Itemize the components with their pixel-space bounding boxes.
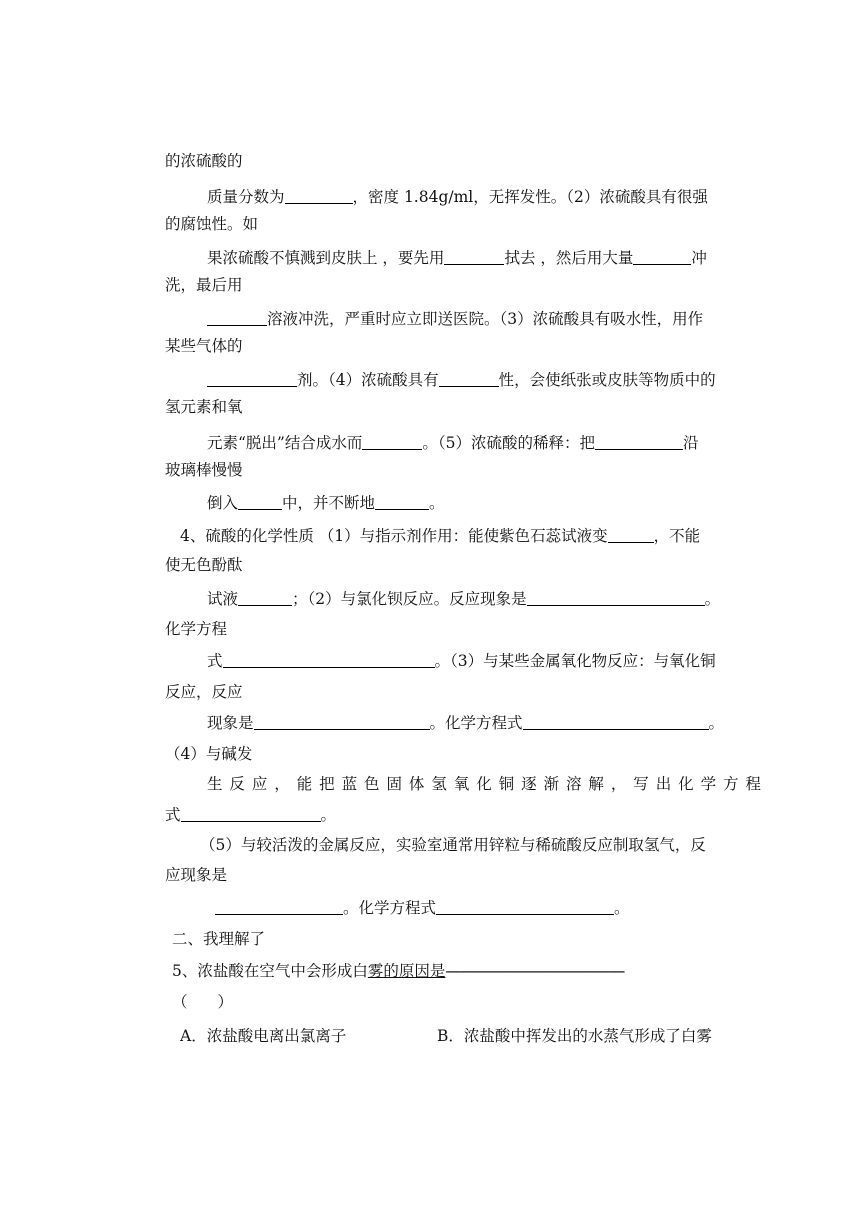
text-line: 质量分数为 ，密度 1.84g/ml，无挥发性。（2）浓硫酸具有很强	[207, 188, 708, 206]
fill-blank	[181, 806, 321, 822]
text-line: 4、硫酸的化学性质 （1）与指示剂作用：能使紫色石蕊试液变 ，不能	[180, 527, 701, 545]
fill-blank	[215, 899, 343, 915]
fill-blank	[238, 494, 282, 510]
text-line: （5）与较活泼的金属反应，实验室通常用锌粒与稀硫酸反应制取氢气，反	[200, 836, 706, 854]
text-line: 式 。	[165, 806, 337, 824]
choice-b: B．浓盐酸中挥发出的水蒸气形成了白雾	[437, 1027, 712, 1045]
fill-blank	[527, 590, 705, 606]
fill-blank	[523, 714, 709, 730]
fill-blank	[439, 371, 499, 387]
text-line: 溶液冲洗，严重时应立即送医院。（3）浓硫酸具有吸水性，用作	[207, 308, 761, 330]
choice-a: A．浓盐酸电离出氯离子	[180, 1027, 347, 1045]
text-line: （4）与碱发	[165, 745, 253, 763]
fill-blank	[285, 188, 353, 204]
text-line: 的腐蚀性。如	[165, 215, 259, 233]
text-line: 使无色酚酞	[165, 556, 243, 574]
text-line: 式 。（3）与某些金属氧化物反应：与氧化铜	[207, 652, 716, 670]
fill-blank	[254, 714, 430, 730]
fill-blank	[436, 899, 614, 915]
fill-blank	[207, 371, 297, 387]
text-line: 玻璃棒慢慢	[165, 461, 243, 479]
text-line: 倒入 中，并不断地 。	[207, 494, 445, 512]
answer-parentheses: （ ）	[172, 993, 234, 1011]
text-line: 反应，反应	[165, 683, 243, 701]
fill-blank	[444, 249, 504, 265]
fill-blank	[633, 249, 691, 265]
fill-blank	[375, 494, 429, 510]
fill-blank	[595, 434, 683, 450]
text-line: 剂。（4）浓硫酸具有 性，会使纸张或皮肤等物质中的	[207, 369, 761, 391]
text-line: 果浓硫酸不慎溅到皮肤上 ，要先用 拭去 ，然后用大量 冲	[207, 249, 707, 267]
fill-blank	[207, 310, 267, 326]
text-line: 某些气体的	[165, 337, 243, 355]
fill-blank	[223, 652, 435, 668]
text-line: 元素“脱出”结合成水而 。（5）浓硫酸的稀释：把 沿	[207, 434, 699, 452]
text-line: 现象是 。化学方程式 。	[207, 714, 725, 732]
text-line: 试液 ；（2）与氯化钡反应。反应现象是 。	[207, 590, 721, 608]
text-line: 氢元素和氧	[165, 398, 243, 416]
text-line: 洗，最后用	[165, 276, 243, 294]
text-line: 生反应，能把蓝色固体氢氧化铜逐渐溶解，写出化学方程	[207, 775, 761, 793]
section-heading: 二、我理解了	[172, 930, 266, 948]
text-line: 。化学方程式 。	[215, 897, 761, 919]
fill-blank	[238, 590, 292, 606]
question-stem: 5、浓盐酸在空气中会形成白雾的原因是-------------------------------------------------	[172, 962, 624, 980]
text-line: 应现象是	[165, 866, 228, 884]
fill-blank	[608, 527, 654, 543]
text-line: 化学方程	[165, 620, 228, 638]
text-line: 的浓硫酸的	[165, 152, 243, 170]
fill-blank	[362, 434, 422, 450]
